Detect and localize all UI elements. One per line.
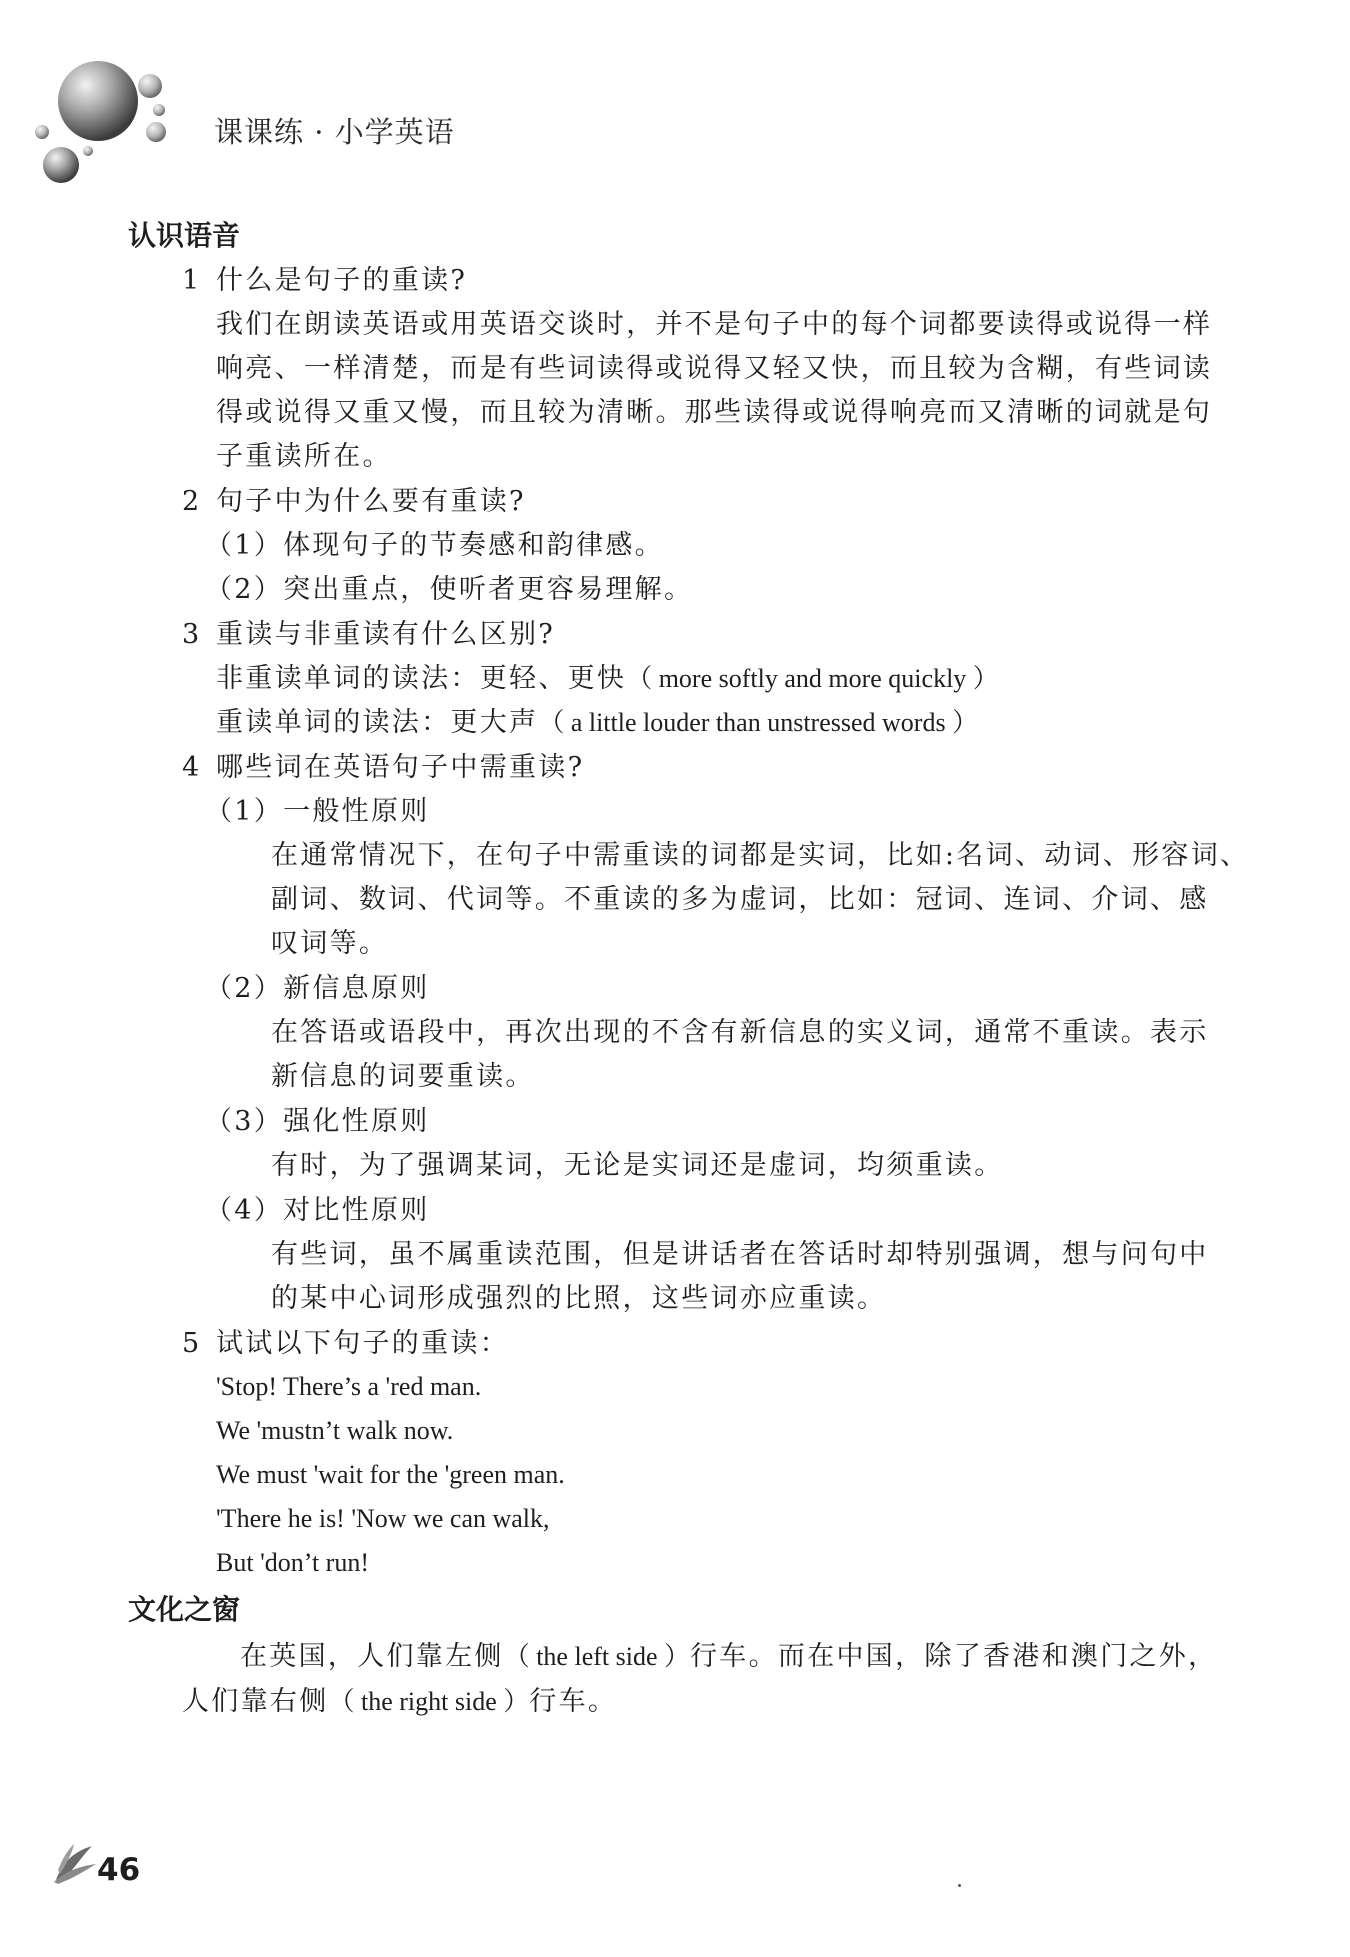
principle-title: （3）强化性原则 xyxy=(205,1106,430,1137)
question-number: 1 xyxy=(182,265,202,296)
question-title: 句子中为什么要有重读? xyxy=(216,486,526,517)
paragraph-line: 得或说得又重又慢，而且较为清晰。那些读得或说得响亮而又清晰的词就是句 xyxy=(216,397,1213,428)
unstressed-reading xyxy=(216,665,999,692)
principle-title: （2）新信息原则 xyxy=(205,973,430,1004)
example-sentence: 'There he is! 'Now we can walk, xyxy=(216,1504,550,1533)
principle-title: （4）对比性原则 xyxy=(205,1195,430,1226)
list-item: （1）体现句子的节奏感和韵律感。 xyxy=(205,530,664,561)
example-sentence: We must 'wait for the 'green man. xyxy=(216,1460,565,1489)
principle-line: 新信息的词要重读。 xyxy=(271,1061,535,1092)
example-sentence: We 'mustn’t walk now. xyxy=(216,1416,454,1445)
question-title: 重读与非重读有什么区别? xyxy=(216,619,556,650)
question-title: 试试以下句子的重读： xyxy=(216,1328,509,1359)
culture-english: （ the right side ） xyxy=(328,1687,530,1716)
culture-text: 行车。 xyxy=(529,1686,618,1717)
principle-line: 叹词等。 xyxy=(271,928,389,959)
paragraph-line: 响亮、一样清楚，而是有些词读得或说得又轻又快，而且较为含糊，有些词读 xyxy=(216,353,1213,384)
question-1 xyxy=(182,267,467,294)
page-number: 46 xyxy=(97,1852,141,1888)
principle-line: 有时，为了强调某词，无论是实词还是虚词，均须重读。 xyxy=(271,1150,1004,1181)
question-number: 2 xyxy=(182,486,202,517)
culture-english: （ the left side ） xyxy=(503,1642,690,1671)
stressed-english: （ a little louder than unstressed words ） xyxy=(538,708,979,737)
question-5 xyxy=(182,1330,509,1357)
question-number: 3 xyxy=(182,619,202,650)
question-4 xyxy=(182,754,584,781)
culture-text: 在英国，人们靠左侧 xyxy=(240,1641,504,1672)
principle-title: （1）一般性原则 xyxy=(205,796,430,827)
principle-line: 的某中心词形成强烈的比照，这些词亦应重读。 xyxy=(271,1283,887,1314)
speck xyxy=(958,1884,961,1887)
principle-line: 在答语或语段中，再次出现的不含有新信息的实义词，通常不重读。表示 xyxy=(271,1017,1209,1048)
stressed-label: 重读单词的读法：更大声 xyxy=(216,707,539,738)
question-number: 4 xyxy=(182,752,202,783)
leaf-icon xyxy=(52,1840,98,1886)
list-item: （2）突出重点，使听者更容易理解。 xyxy=(205,574,694,605)
paragraph-line: 子重读所在。 xyxy=(216,441,392,472)
bubbles-icon xyxy=(0,0,200,200)
section-heading-phonetics: 认识语音 xyxy=(128,219,241,252)
question-3 xyxy=(182,621,555,648)
question-title: 哪些词在英语句子中需重读? xyxy=(216,752,585,783)
culture-line-2 xyxy=(182,1688,617,1715)
question-2 xyxy=(182,488,526,515)
stressed-reading xyxy=(216,709,978,736)
paragraph-line: 我们在朗读英语或用英语交谈时，并不是句子中的每个词都要读得或说得一样 xyxy=(216,309,1213,340)
example-sentence: But 'don’t run! xyxy=(216,1548,369,1577)
culture-text: 人们靠右侧 xyxy=(182,1686,329,1717)
principle-line: 副词、数词、代词等。不重读的多为虚词，比如：冠词、连词、介词、感 xyxy=(271,884,1209,915)
principle-line: 有些词，虽不属重读范围，但是讲话者在答话时却特别强调，想与问句中 xyxy=(271,1239,1209,1270)
question-number: 5 xyxy=(182,1328,202,1359)
unstressed-label: 非重读单词的读法：更轻、更快 xyxy=(216,663,627,694)
culture-line-1 xyxy=(240,1643,1217,1670)
culture-text: 行车。而在中国，除了香港和澳门之外， xyxy=(690,1641,1218,1672)
example-sentence: 'Stop! There’s a 'red man. xyxy=(216,1372,482,1401)
question-title: 什么是句子的重读? xyxy=(216,265,468,296)
unstressed-english: （ more softly and more quickly ） xyxy=(626,664,999,693)
series-title: 课课练 · 小学英语 xyxy=(214,115,455,149)
section-heading-culture: 文化之窗 xyxy=(128,1593,241,1626)
principle-line: 在通常情况下，在句子中需重读的词都是实词，比如:名词、动词、形容词、 xyxy=(271,840,1250,871)
